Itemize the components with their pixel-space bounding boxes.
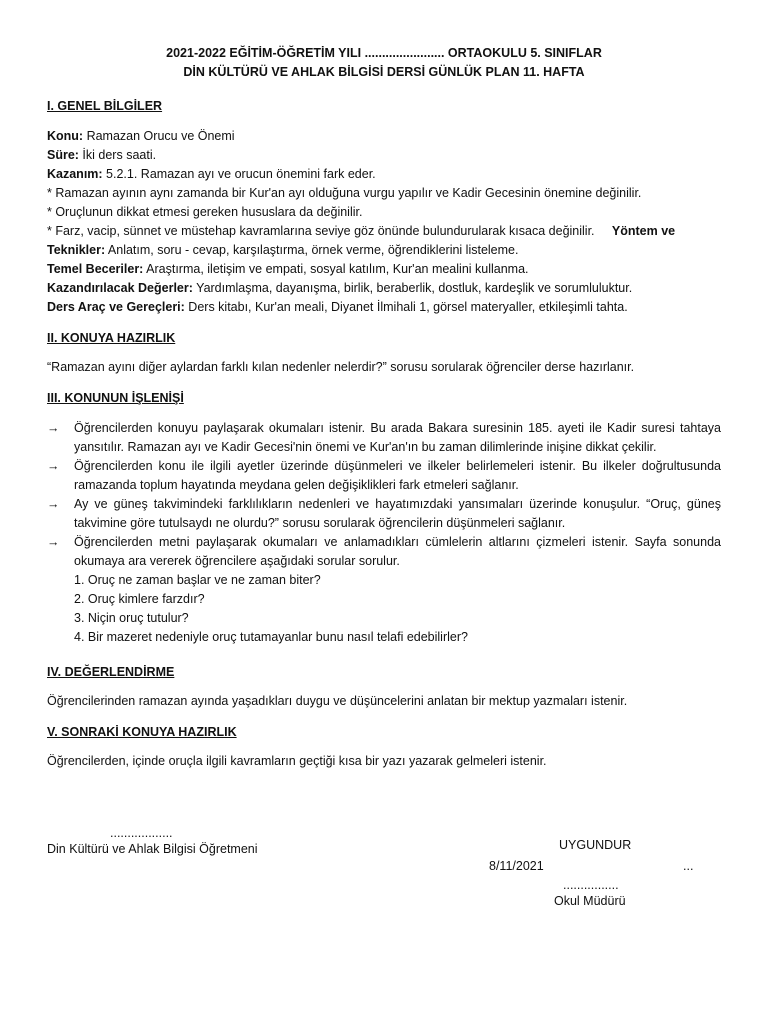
step-text: Ay ve güneş takvimindeki farklılıkların nedenleri ve hayatımızdaki yansımaları üzerinde konuşulur. “Oruç, güneş takvimine göre tutulsaydı ne olurdu?” sorusu sorularak öğrencilerin düşünmeleri sağlanır. <box>74 497 721 530</box>
principal-signature-dots: ................ <box>563 878 619 892</box>
step-text: Öğrencilerden metni paylaşarak okumaları ve anlamadıkları cümlelerin altlarını çizmeleri istenir. Sayfa sonunda okumaya ara vererek öğrencilere aşağıdaki sorular sorulur. <box>74 535 721 568</box>
kazanim-line <box>47 165 721 184</box>
arrow-icon: → <box>47 421 60 435</box>
hazirlik-text: “Ramazan ayını diğer aylardan farklı kılan nedenler nelerdir?” sorusu sorularak öğrenciler derse hazırlanır. <box>47 360 635 374</box>
sure-line <box>47 146 721 165</box>
sonraki-text: Öğrencilerden, içinde oruçla ilgili kavramların geçtiği kısa bir yazı yazarak gelmeleri istenir. <box>47 754 547 768</box>
question-item: 1. Oruç ne zaman başlar ve ne zaman biter? <box>74 573 321 587</box>
teacher-signature-dots: .................. <box>110 826 173 840</box>
konu-value: Ramazan Orucu ve Önemi <box>83 129 235 143</box>
arac-label: Ders Araç ve Gereçleri: <box>47 300 185 314</box>
title-line-1: 2021-2022 EĞİTİM-ÖĞRETİM YILI ....................... ORTAOKULU 5. SINIFLAR <box>166 46 602 60</box>
sure-value: İki ders saati. <box>78 148 157 162</box>
step-text: Öğrencilerden konuyu paylaşarak okumaları istenir. Bu arada Bakara suresinin 185. ayeti ile Kadir suresi tahtaya yansıtılır. Ramazan ayı ve Kadir Gecesi'nin önemi ve Kur'an'ın bu zaman dilimlerinde inişine dikkat çekilir. <box>74 421 721 454</box>
note-3-text: * Farz, vacip, sünnet ve müstehap kavramlarına seviye göz önünde bulundurularak kısaca değinilir. <box>47 224 595 238</box>
yontem-label-a: Yöntem ve <box>611 224 676 238</box>
step-item <box>47 419 721 457</box>
deger-value: Yardımlaşma, dayanışma, birlik, beraberlik, dostluk, kardeşlik ve sorumluluktur. <box>192 281 633 295</box>
step-text: Öğrencilerden konu ile ilgili ayetler üzerinde düşünmeleri ve ilkeler belirlemeleri istenir. Bu ilkeler doğrultusunda ramazanda toplum hayatında meydana gelen değişiklikleri fark etmeleri sağlanır. <box>74 459 721 492</box>
kazanim-label: Kazanım: <box>47 167 103 181</box>
step-item <box>47 457 721 495</box>
yontem-line <box>47 241 721 260</box>
section-heading-genel: I. GENEL BİLGİLER <box>47 99 163 113</box>
beceri-line <box>47 260 721 279</box>
kazanim-value: 5.2.1. Ramazan ayı ve orucun önemini fark eder. <box>102 167 376 181</box>
step-item <box>47 533 721 571</box>
isleyis-steps <box>47 419 721 647</box>
arac-value: Ders kitabı, Kur'an meali, Diyanet İlmihali 1, görsel materyaller, etkileşimli tahta. <box>184 300 628 314</box>
note-2: * Oruçlunun dikkat etmesi gereken hususlara da değinilir. <box>47 205 363 219</box>
question-item: 4. Bir mazeret nedeniyle oruç tutamayanlar bunu nasıl telafi edebilirler? <box>74 630 468 644</box>
sure-label: Süre: <box>47 148 79 162</box>
deger-label: Kazandırılacak Değerler: <box>47 281 193 295</box>
note-1: * Ramazan ayının aynı zamanda bir Kur'an ayı olduğuna vurgu yapılır ve Kadir Gecesinin önemine değinilir. <box>47 186 642 200</box>
arac-line <box>47 298 721 317</box>
question-item: 3. Niçin oruç tutulur? <box>74 611 189 625</box>
beceri-value: Araştırma, iletişim ve empati, sosyal katılım, Kur'an mealini kullanma. <box>143 262 529 276</box>
section-heading-hazirlik: II. KONUYA HAZIRLIK <box>47 331 176 345</box>
approval-label: UYGUNDUR <box>559 838 632 852</box>
yontem-label-b: Teknikler: <box>47 243 106 257</box>
degerlendirme-text: Öğrencilerinden ramazan ayında yaşadıkları duygu ve düşüncelerini anlatan bir mektup yazmaları istenir. <box>47 694 628 708</box>
section-heading-sonraki: V. SONRAKİ KONUYA HAZIRLIK <box>47 725 237 739</box>
question-list <box>47 571 721 647</box>
genel-bilgiler-block <box>47 127 721 317</box>
konu-line <box>47 127 721 146</box>
approval-date-dots: ... <box>683 859 694 873</box>
section-heading-degerlendirme: IV. DEĞERLENDİRME <box>47 665 175 679</box>
step-item <box>47 495 721 533</box>
teacher-role: Din Kültürü ve Ahlak Bilgisi Öğretmeni <box>47 842 258 856</box>
document-title <box>47 44 721 82</box>
title-line-2: DİN KÜLTÜRÜ VE AHLAK BİLGİSİ DERSİ GÜNLÜK PLAN 11. HAFTA <box>183 65 585 79</box>
deger-line <box>47 279 721 298</box>
arrow-icon: → <box>47 497 60 511</box>
question-item: 2. Oruç kimlere farzdır? <box>74 592 205 606</box>
arrow-icon: → <box>47 459 60 473</box>
beceri-label: Temel Beceriler: <box>47 262 144 276</box>
yontem-value: Anlatım, soru - cevap, karşılaştırma, örnek verme, öğrendiklerini listeleme. <box>105 243 519 257</box>
section-heading-isleyis: III. KONUNUN İŞLENİŞİ <box>47 391 184 405</box>
approval-date: 8/11/2021 <box>489 859 544 873</box>
arrow-icon: → <box>47 535 60 549</box>
note-3 <box>47 222 721 241</box>
principal-role: Okul Müdürü <box>554 894 626 908</box>
konu-label: Konu: <box>47 129 84 143</box>
plan-document <box>47 44 721 771</box>
